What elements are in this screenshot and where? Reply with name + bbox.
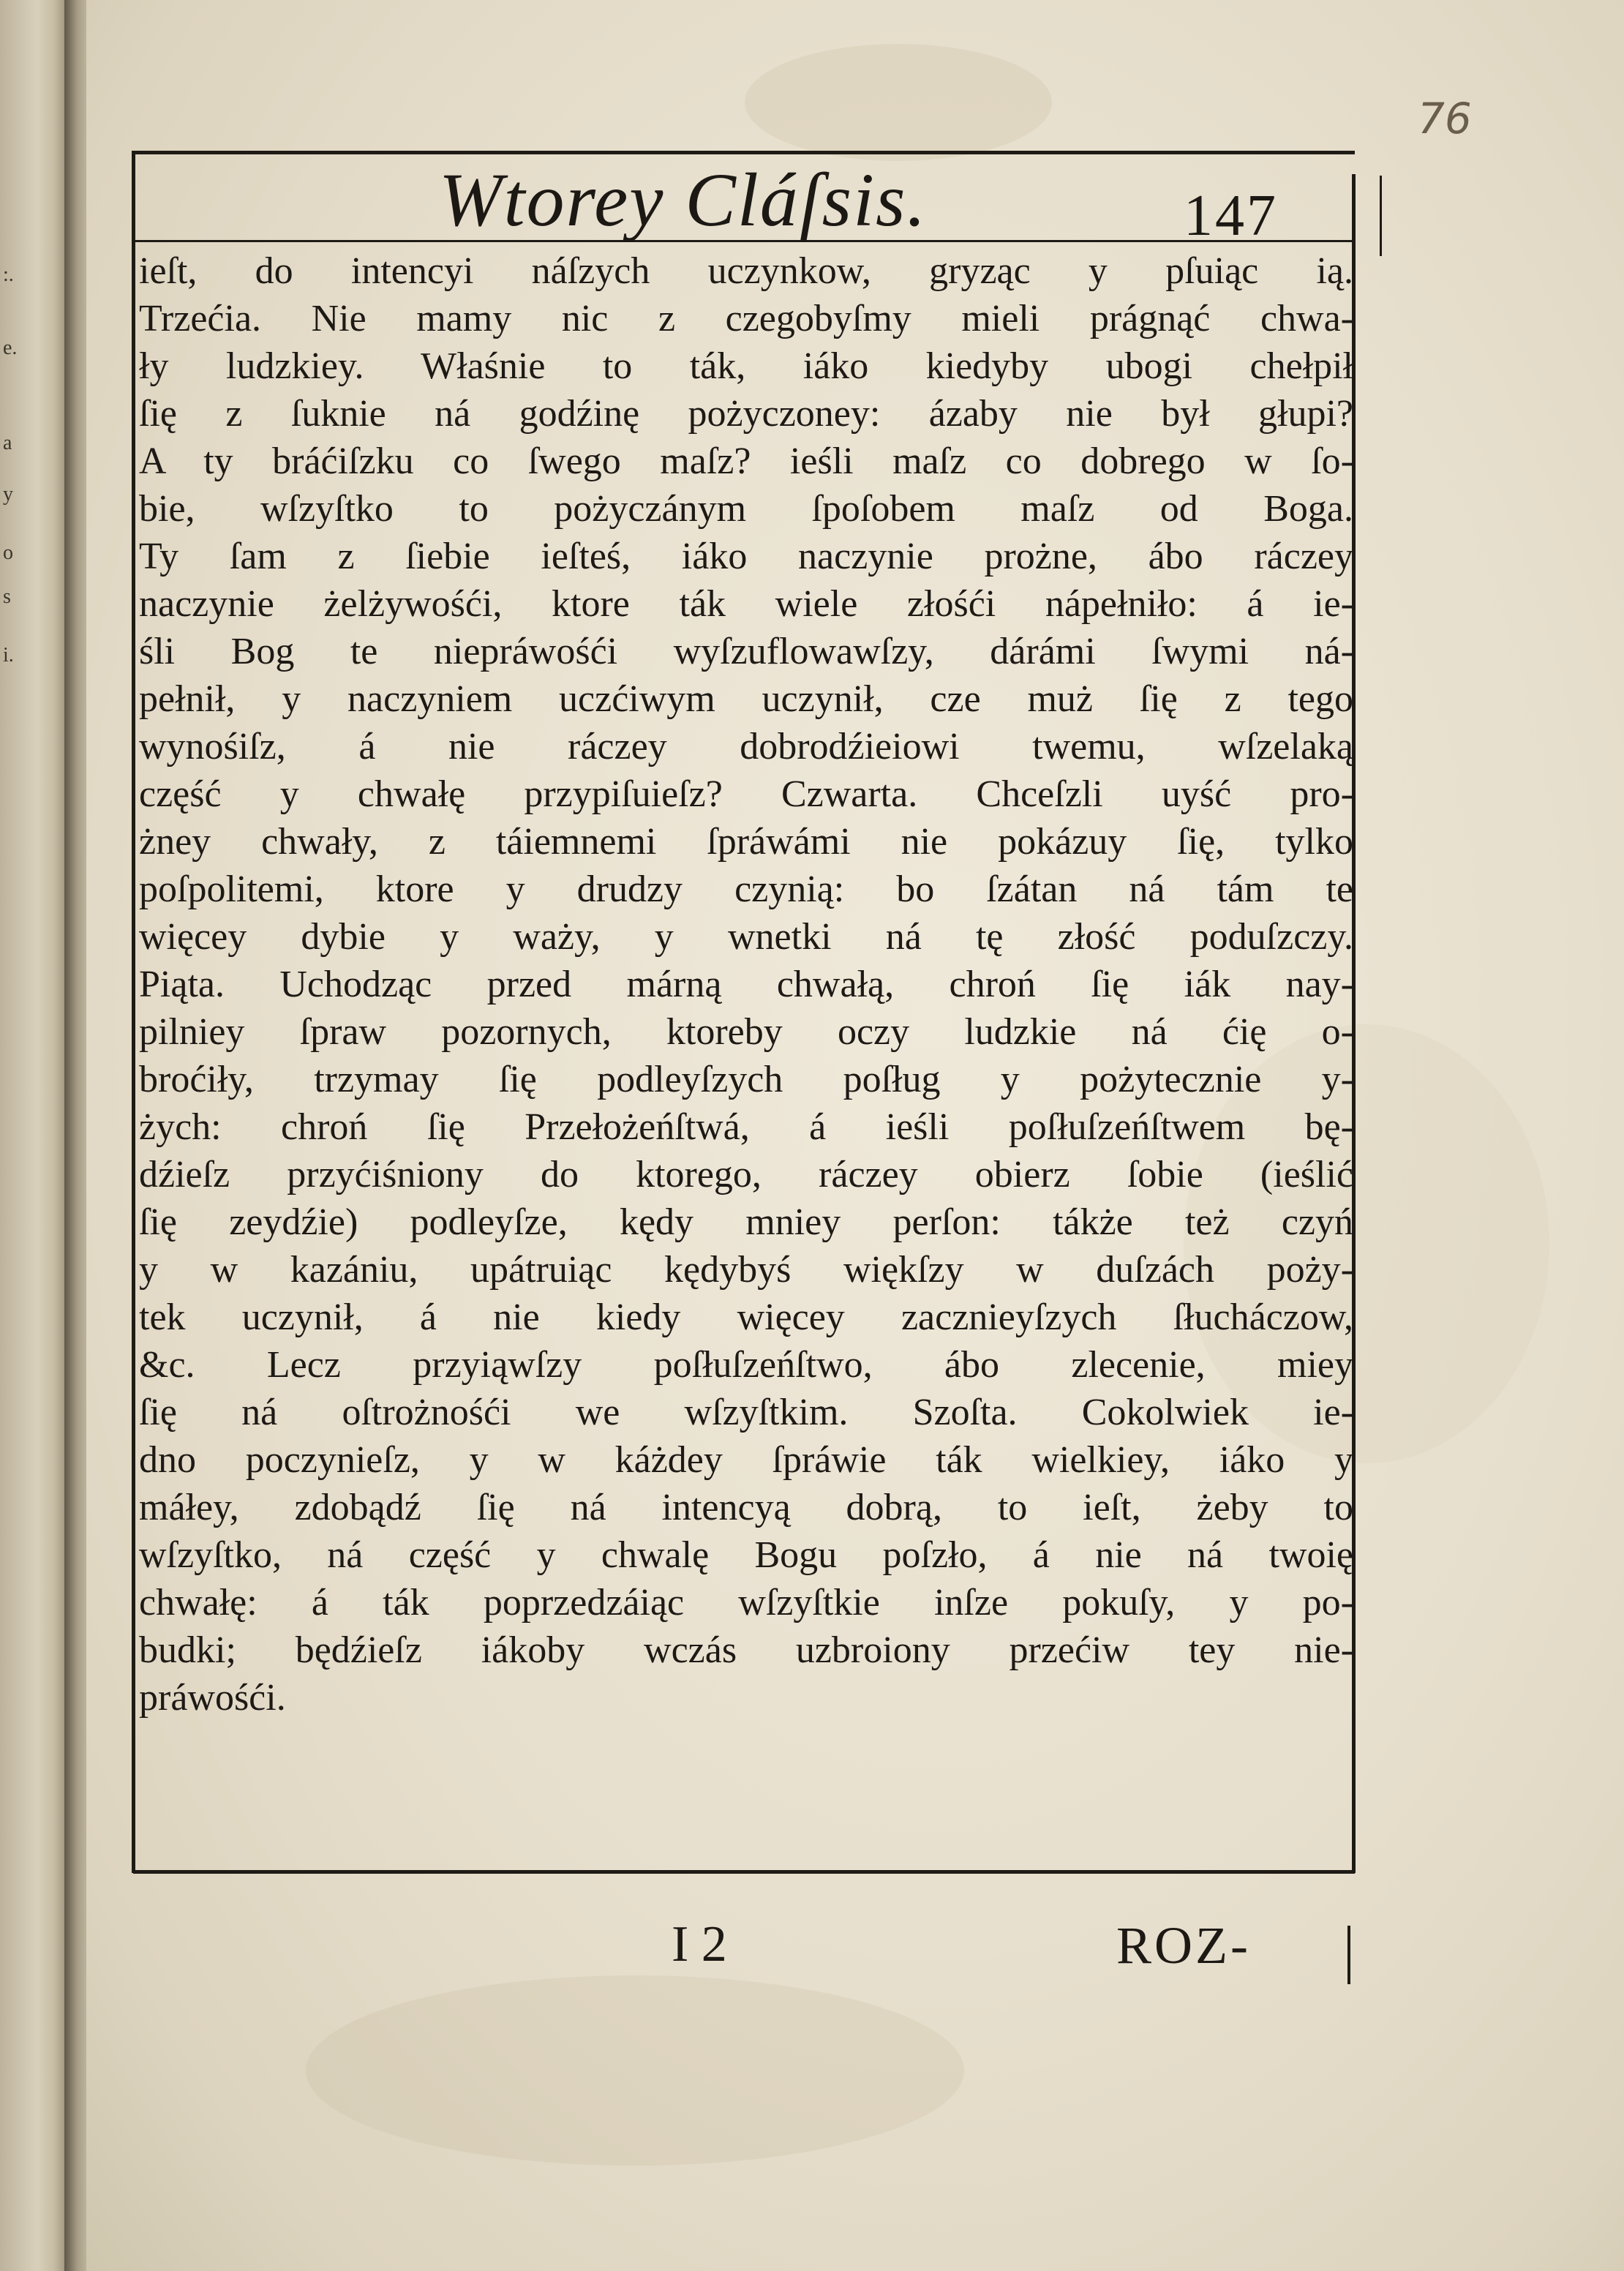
frame-right-outer-rule — [1380, 176, 1382, 256]
text-line: broćiły, trzymay ſię podleyſzych poſług y pożytecznie y- — [139, 1059, 1353, 1100]
text-line: ſię zeydźie) podleyſze, kędy mniey perſon: tákże też czyń — [139, 1201, 1353, 1243]
text-line: ieſt, do intencyi náſzych uczynkow, gryząc y pſuiąc ią. — [139, 250, 1353, 292]
prev-page-margin-glyph: s — [3, 585, 11, 608]
signature-mark: I 2 — [672, 1916, 727, 1972]
text-line: więcey dybie y waży, y wnetki ná tę złość poduſzczy. — [139, 916, 1353, 958]
margin-bar — [1347, 1926, 1350, 1984]
prev-page-margin-glyph: i. — [3, 644, 14, 667]
text-line: ſię z ſuknie ná godźinę pożyczoney: ázaby nie był głupi? — [139, 393, 1353, 435]
text-line: práwośći. — [139, 1677, 286, 1719]
frame-top-rule — [133, 151, 1355, 154]
text-line: máłey, zdobądź ſię ná intencyą dobrą, to ieſt, żeby to — [139, 1487, 1353, 1528]
text-line: Trzećia. Nie mamy nic z czegobyſmy mieli prágnąć chwa- — [139, 298, 1353, 339]
text-line: dźieſz przyćiśniony do ktorego, ráczey obierz ſobie (ieślić — [139, 1154, 1353, 1195]
text-line: Piąta. Uchodząc przed márną chwałą, chroń ſię iák nay- — [139, 964, 1353, 1005]
text-line: tek uczynił, á nie kiedy więcey zacznieyſzych ſłucháczow, — [139, 1296, 1353, 1338]
text-line: budki; będźieſz iákoby wczás uzbroiony przećiw tey nie- — [139, 1629, 1353, 1671]
text-line: Ty ſam z ſiebie ieſteś, iáko naczynie prożne, ábo ráczey — [139, 536, 1353, 577]
text-line: poſpolitemi, ktore y drudzy czynią: bo ſzátan ná tám te — [139, 868, 1353, 910]
frame-bottom-rule — [133, 1870, 1355, 1874]
prev-page-margin-glyph: :. — [3, 263, 14, 286]
catchword: ROZ- — [1116, 1916, 1251, 1975]
prev-page-margin-glyph: a — [3, 432, 12, 454]
prev-page-margin-glyph: y — [3, 483, 13, 506]
previous-page-edge — [0, 0, 67, 2271]
frame-left-rule — [132, 151, 135, 1873]
text-line: ły ludzkiey. Właśnie to ták, iáko kiedyby ubogi chełpił — [139, 345, 1353, 387]
text-line: wſzyſtko, ná część y chwalę Bogu poſzło, á nie ná twoię — [139, 1534, 1353, 1576]
page-number: 147 — [1184, 184, 1278, 248]
text-line: wynośiſz, á nie ráczey dobrodźieiowi twemu, wſzelaką — [139, 726, 1353, 767]
text-line: A ty bráćiſzku co ſwego maſz? ieśli maſz co dobrego w ſo- — [139, 440, 1353, 482]
text-line: pełnił, y naczyniem uczćiwym uczynił, cze muż ſię z tego — [139, 678, 1353, 720]
text-line: &c. Lecz przyiąwſzy poſłuſzeńſtwo, ábo zlecenie, miey — [139, 1344, 1353, 1386]
text-line: naczynie żelżywośći, ktore ták wiele złośći nápełniło: á ie- — [139, 583, 1353, 625]
text-line: dno poczynieſz, y w káżdey ſpráwie ták wielkiey, iáko y — [139, 1439, 1353, 1481]
text-line: chwałę: á ták poprzedzáiąc wſzyſtkie inſze pokuſy, y po- — [139, 1582, 1353, 1624]
text-line: y w kazániu, upátruiąc kędybyś więkſzy w duſzách poży- — [139, 1249, 1353, 1291]
prev-page-margin-glyph: o — [3, 541, 13, 564]
text-line: żych: chroń ſię Przełożeńſtwá, á ieśli poſłuſzeńſtwem bę- — [139, 1106, 1353, 1148]
running-head: Wtorey Cláſsis. — [439, 158, 928, 242]
text-line: część y chwałę przypiſuieſz? Czwarta. Chceſzli uyść pro- — [139, 773, 1353, 815]
text-line: śli Bog te niepráwośći wyſzuflowawſzy, dárámi ſwymi ná- — [139, 631, 1353, 672]
text-line: pilniey ſpraw pozornych, ktoreby oczy ludzkie ná ćię o- — [139, 1011, 1353, 1053]
manuscript-folio-number: 76 — [1418, 94, 1472, 143]
body-text — [139, 247, 1353, 1722]
text-line: bie, wſzyſtko to pożyczánym ſpoſobem maſz od Boga. — [139, 488, 1353, 530]
text-line: żney chwały, z táiemnemi ſpráwámi nie pokázuy ſię, tylko — [139, 821, 1353, 863]
text-line: ſię ná oſtrożnośći we wſzyſtkim. Szoſta. Cokolwiek ie- — [139, 1392, 1353, 1433]
prev-page-margin-glyph: e. — [3, 337, 18, 359]
